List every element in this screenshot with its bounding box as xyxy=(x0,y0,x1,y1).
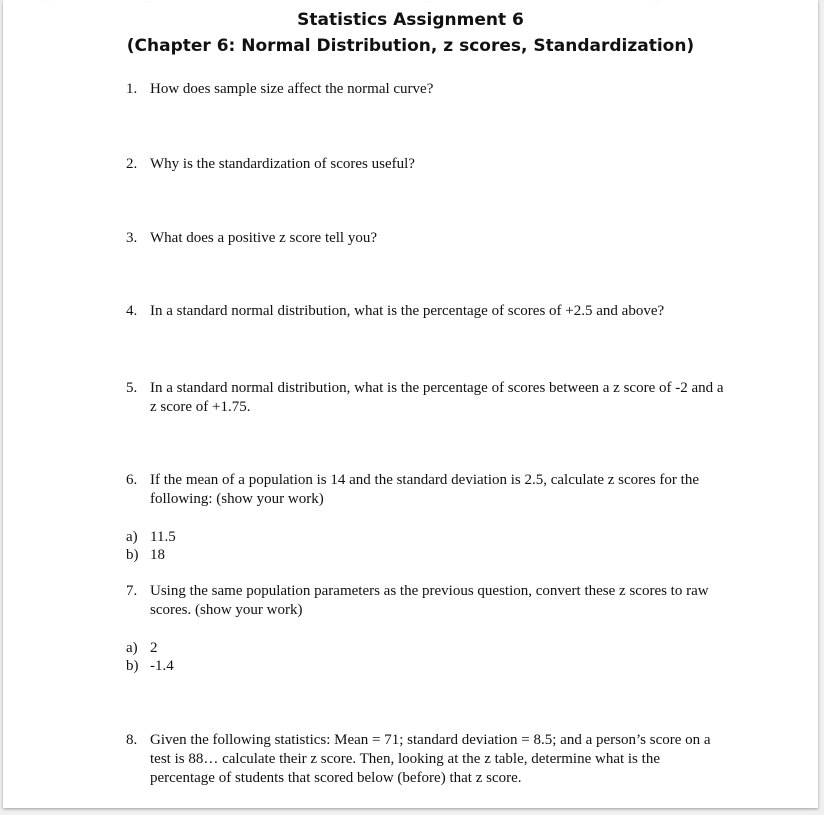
question-6-part-a xyxy=(126,528,176,546)
part-value: 18 xyxy=(150,547,165,563)
question-5 xyxy=(126,379,726,417)
question-7-part-b xyxy=(126,657,174,675)
question-1 xyxy=(126,80,726,99)
question-text: Given the following statistics: Mean = 71; standard deviation = 8.5; and a person’s score on a test is 88… calculate their z score. Then, looking at the z table, determine what is the percentage of students that scored below (before) that z score. xyxy=(150,732,711,786)
part-label: b) xyxy=(126,658,139,674)
question-number: 4. xyxy=(126,303,138,319)
question-6 xyxy=(126,471,726,509)
assignment-title: Statistics Assignment 6 xyxy=(297,10,524,30)
part-label: b) xyxy=(126,547,139,563)
question-number: 1. xyxy=(126,81,138,97)
question-text: Why is the standardization of scores useful? xyxy=(150,156,415,172)
question-7-part-a xyxy=(126,639,158,657)
question-number: 8. xyxy=(126,732,138,748)
question-2 xyxy=(126,155,726,174)
question-4 xyxy=(126,302,726,321)
question-text: Using the same population parameters as the previous question, convert these z scores to raw scores. (show your work) xyxy=(150,583,709,618)
question-number: 5. xyxy=(126,380,138,396)
question-text: In a standard normal distribution, what is the percentage of scores between a z score of -2 and a z score of +1.75. xyxy=(150,380,724,415)
question-8 xyxy=(126,731,726,788)
cutoff-previous-text xyxy=(3,0,818,2)
part-value: 11.5 xyxy=(150,529,176,545)
question-7 xyxy=(126,582,726,620)
part-value: 2 xyxy=(150,640,158,656)
document-page xyxy=(3,0,818,808)
question-text: How does sample size affect the normal curve? xyxy=(150,81,434,97)
question-6-part-b xyxy=(126,546,165,564)
question-number: 2. xyxy=(126,156,138,172)
question-3 xyxy=(126,229,726,248)
part-label: a) xyxy=(126,529,138,545)
question-text: In a standard normal distribution, what is the percentage of scores of +2.5 and above? xyxy=(150,303,665,319)
question-number: 6. xyxy=(126,472,138,488)
part-value: -1.4 xyxy=(150,658,174,674)
question-number: 3. xyxy=(126,230,138,246)
part-label: a) xyxy=(126,640,138,656)
question-number: 7. xyxy=(126,583,138,599)
question-text: If the mean of a population is 14 and the standard deviation is 2.5, calculate z scores for the following: (show your work) xyxy=(150,472,699,507)
assignment-subtitle: (Chapter 6: Normal Distribution, z scores, Standardization) xyxy=(126,36,695,56)
question-text: What does a positive z score tell you? xyxy=(150,230,378,246)
